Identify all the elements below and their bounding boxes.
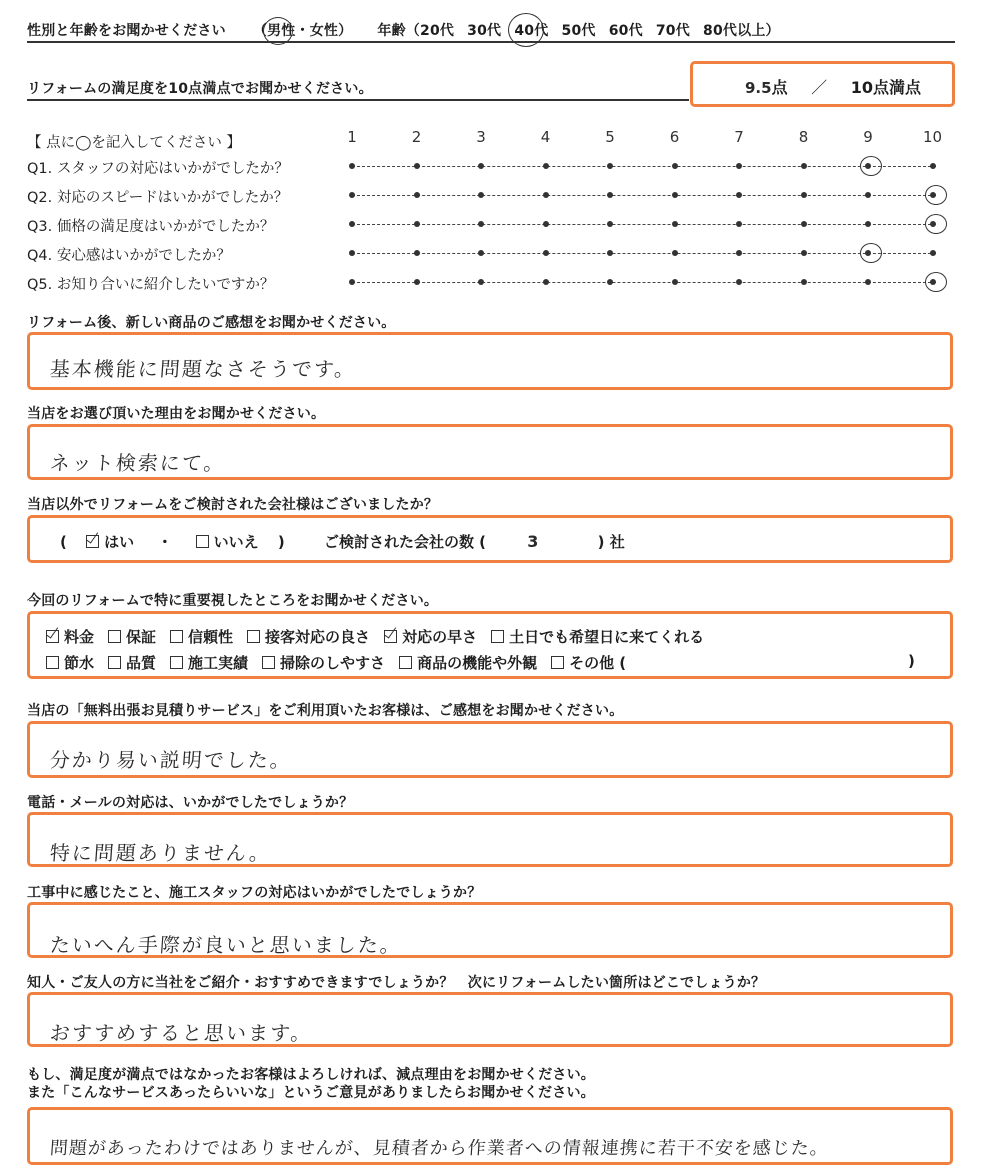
checkbox-icon [491,630,504,643]
rating-point-1[interactable] [349,221,355,227]
company-count-value[interactable]: 3 [527,532,541,551]
rating-question-label: Q3. 価格の満足度はいかがでしたか？ [27,219,275,235]
rating-point-7[interactable] [736,279,742,285]
priority-option[interactable] [262,654,385,672]
rating-point-5[interactable] [607,163,613,169]
age-option-30[interactable]: 30代 [467,23,502,39]
recommend-answer: おすすめすると思います。 [49,1021,314,1045]
feedback-question-line2: また「こんなサービスあったらいいな」というご意見がありましたらお聞かせください。 [27,1085,595,1101]
priority-option[interactable] [46,654,94,672]
priority-option-label: 商品の機能や外観 [417,654,538,672]
rating-point-3[interactable] [478,221,484,227]
gender-age-label: 性別と年齢をお聞かせください [27,23,226,39]
rating-point-7[interactable] [736,192,742,198]
priority-option-label: 品質 [126,654,157,672]
rating-point-2[interactable] [414,279,420,285]
scale-number: 9 [863,128,873,146]
rating-point-2[interactable] [414,221,420,227]
rating-question-label: Q2. 対応のスピードはいかがでしたか？ [27,190,289,206]
rating-point-10[interactable] [930,250,936,256]
rating-point-7[interactable] [736,163,742,169]
rating-point-9[interactable] [865,221,871,227]
other-companies-question: 当店以外でリフォームをご検討された会社様はございましたか？ [27,497,439,513]
gender-option-male[interactable]: 男性 [267,23,295,39]
priority-option-label: 接客対応の良さ [265,628,371,646]
satisfaction-score-box[interactable] [690,61,955,107]
priority-option[interactable] [108,628,156,646]
priority-option-label: 料金 [64,628,95,646]
checkbox-checked-icon [384,630,397,643]
rating-point-4[interactable] [543,250,549,256]
rating-point-1[interactable] [349,192,355,198]
gender-option-female[interactable]: 女性 [309,23,339,39]
checkbox-icon [399,656,412,669]
checkbox-icon [46,656,59,669]
rating-point-1[interactable] [349,250,355,256]
contact-question: 電話・メールの対応は、いかがでしたでしょうか？ [27,795,354,811]
priority-option-label: その他 ( [569,654,627,672]
rating-point-7[interactable] [736,221,742,227]
other-companies-box: ( はい ・ いいえ ) ご検討された会社の数 ( 3 ) 社 [27,515,953,563]
product-question: リフォーム後、新しい商品のご感想をお聞かせください。 [27,315,396,331]
score-max-label: 10点満点 [850,78,922,97]
rating-point-8[interactable] [801,250,807,256]
estimate-answer-box[interactable] [27,721,953,778]
rating-question-label: Q4. 安心感はいかがでしたか？ [27,248,231,264]
rating-point-2[interactable] [414,163,420,169]
rating-scale-row [352,195,936,197]
rating-point-3[interactable] [478,192,484,198]
scale-number: 6 [669,128,680,146]
rating-point-9[interactable] [865,279,871,285]
age-option-60[interactable]: 60代 [608,23,643,39]
priority-option[interactable] [46,628,94,646]
rating-point-8[interactable] [801,221,807,227]
rating-question-label: Q5. お知り合いに紹介したいですか？ [27,277,275,293]
rating-point-9[interactable] [865,192,871,198]
checkbox-icon [247,630,260,643]
priority-option-label: 節水 [64,654,95,672]
contact-answer: 特に問題ありません。 [49,841,272,865]
dashed-line [352,282,936,283]
checkbox-icon [170,656,183,669]
product-answer: 基本機能に問題なさそうです。 [49,357,358,381]
rating-point-7[interactable] [736,250,742,256]
rating-scale-row [352,282,936,284]
selected-circle-icon [925,214,947,234]
age-label: 年齢 [377,23,406,39]
gender-age-line: 性別と年齢をお聞かせください （男性 ・女性） 年齢（20代 30代 40代 50代 60代 70代 80代以上） [27,20,780,40]
priority-option-label: 保証 [126,628,157,646]
age-option-80[interactable]: 80代以上 [703,23,766,39]
checkbox-icon [108,656,121,669]
rating-question-label: Q1. スタッフの対応はいかがでしたか？ [27,161,289,177]
rating-point-10[interactable] [930,163,936,169]
scale-number: 7 [734,128,744,146]
rating-point-2[interactable] [414,192,420,198]
checkbox-icon [262,656,275,669]
construction-question: 工事中に感じたこと、施工スタッフの対応はいかがでしたでしょうか？ [27,885,482,901]
estimate-question: 当店の「無料出張お見積りサービス」をご利用頂いたお客様は、ご感想をお聞かせください。 [27,703,624,719]
rating-point-4[interactable] [543,163,549,169]
scale-number: 2 [411,128,422,146]
checkbox-icon [196,535,209,548]
priority-option-label: 施工実績 [188,654,249,672]
satisfaction-question: リフォームの満足度を10点満点でお聞かせください。 [27,81,373,97]
rating-point-8[interactable] [801,163,807,169]
priority-option-label: 対応の早さ [402,628,478,646]
selected-circle-icon [925,272,947,292]
priority-option-label: 土日でも希望日に来てくれる [509,628,705,646]
dashed-line [352,195,936,196]
feedback-answer: 問題があったわけではありませんが、見積者から作業者への情報連携に若干不安を感じた。 [49,1138,830,1159]
rating-scale-row [352,224,936,226]
rating-point-6[interactable] [672,163,678,169]
construction-answer: たいへん手際が良いと思いました。 [49,933,403,957]
reason-answer: ネット検索にて。 [49,451,227,475]
rating-point-4[interactable] [543,279,549,285]
construction-answer-box[interactable] [27,902,953,958]
rating-point-1[interactable] [349,163,355,169]
rating-point-1[interactable] [349,279,355,285]
checkbox-checked-icon [86,535,99,548]
divider [27,99,689,101]
contact-answer-box[interactable] [27,812,953,867]
checkbox-icon [551,656,564,669]
checkbox-checked-icon [46,630,59,643]
rating-point-2[interactable] [414,250,420,256]
dashed-line [352,253,936,254]
scale-number: 8 [798,128,809,146]
no-checkbox[interactable]: いいえ [196,533,259,551]
scale-number: 3 [476,128,486,146]
rating-point-5[interactable] [607,221,613,227]
selected-circle-icon [860,243,882,263]
rating-scale-row [352,166,936,168]
dashed-line [352,166,936,167]
yes-checkbox[interactable]: はい [86,533,134,551]
rating-instruction: 【 点に◯を記入してください 】 [27,135,241,151]
product-answer-box[interactable] [27,332,953,390]
score-value: 9.5 [745,79,772,97]
priority-option-label: 信頼性 [188,628,234,646]
rating-point-6[interactable] [672,250,678,256]
rating-point-5[interactable] [607,192,613,198]
reason-question: 当店をお選び頂いた理由をお聞かせください。 [27,406,326,422]
checkbox-icon [108,630,121,643]
scale-number: 1 [347,128,357,146]
rating-point-6[interactable] [672,192,678,198]
priority-option[interactable] [551,654,626,672]
priority-option[interactable] [491,628,704,646]
rating-point-3[interactable] [478,250,484,256]
score-separator: ／ [811,78,828,97]
feedback-answer-box[interactable] [27,1107,953,1165]
feedback-question-line1: もし、満足度が満点ではなかったお客様はよろしければ、減点理由をお聞かせください。 [27,1067,595,1083]
rating-point-4[interactable] [543,221,549,227]
selected-circle-icon [925,185,947,205]
estimate-answer: 分かり易い説明でした。 [49,748,293,772]
age-option-50[interactable]: 50代 [561,23,596,39]
rating-scale-row [352,253,936,255]
scale-number: 10 [922,128,943,146]
scale-number: 4 [540,128,551,146]
checkbox-icon [170,630,183,643]
priority-option[interactable] [170,654,248,672]
priority-option[interactable] [384,628,477,646]
recommend-answer-box[interactable] [27,992,953,1047]
recommend-question: 知人・ご友人の方に当社をご紹介・おすすめできますでしょうか？ 次にリフォームしたい箇所はどこでしょうか？ [27,975,766,991]
priority-option-label: 掃除のしやすさ [280,654,386,672]
scale-number: 5 [605,128,615,146]
rating-point-6[interactable] [672,279,678,285]
reason-answer-box[interactable] [27,424,953,480]
priorities-box [27,611,953,679]
company-count-label: ご検討された会社の数 ( [323,533,487,551]
priorities-question: 今回のリフォームで特に重要視したところをお聞かせください。 [27,593,439,609]
age-option-20[interactable]: 20代 [420,23,455,39]
rating-point-8[interactable] [801,192,807,198]
age-option-70[interactable]: 70代 [655,23,690,39]
dashed-line [352,224,936,225]
rating-point-8[interactable] [801,279,807,285]
rating-point-5[interactable] [607,250,613,256]
selected-circle-icon [860,156,882,176]
rating-point-5[interactable] [607,279,613,285]
divider [27,41,955,43]
priority-option[interactable] [108,654,156,672]
score-unit: 点 [771,78,788,97]
priority-option[interactable] [399,654,537,672]
other-close-paren: ) [908,652,915,670]
rating-point-4[interactable] [543,192,549,198]
priority-option[interactable] [247,628,370,646]
priority-option[interactable] [170,628,233,646]
age-option-40[interactable]: 40代 [514,23,548,39]
rating-point-3[interactable] [478,163,484,169]
rating-point-6[interactable] [672,221,678,227]
rating-point-3[interactable] [478,279,484,285]
